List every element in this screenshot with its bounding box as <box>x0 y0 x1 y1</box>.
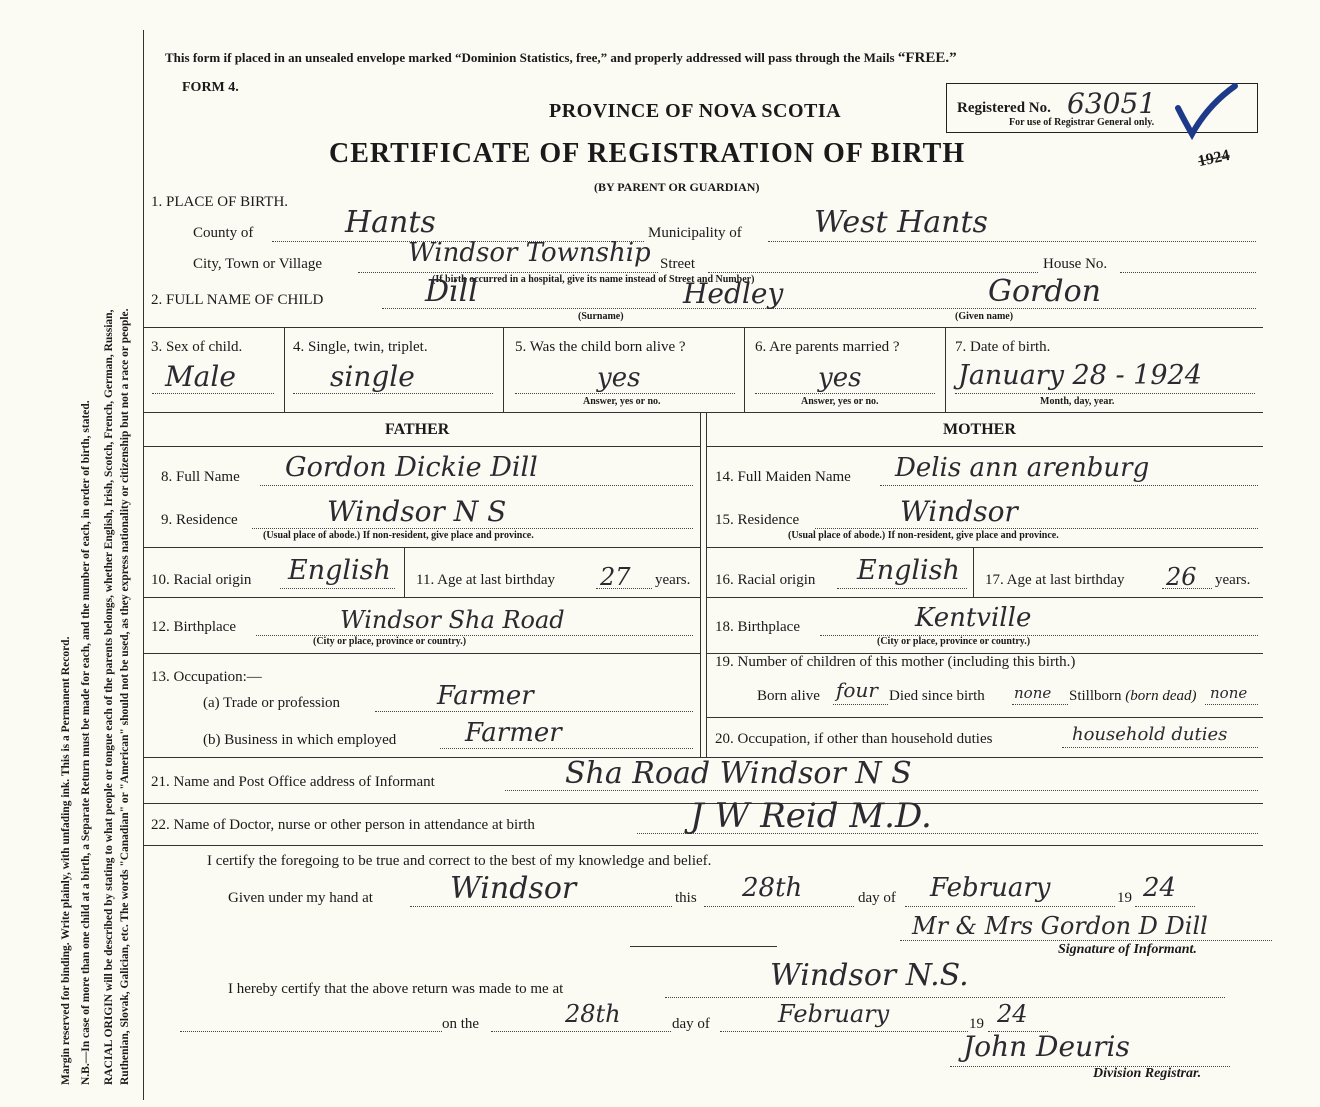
trade-value: Farmer <box>437 681 534 711</box>
mother-birthplace-value: Kentville <box>915 603 1032 633</box>
registrar-caption: Division Registrar. <box>1093 1066 1202 1081</box>
mother-residence-caption: (Usual place of abode.) If non-resident, give place and province. <box>788 530 1059 541</box>
born-alive-value: yes <box>597 363 641 393</box>
day-of-label: day of <box>858 890 896 906</box>
surname-caption: (Surname) <box>578 311 624 322</box>
father-birthplace-value: Windsor Sha Road <box>340 606 565 634</box>
business-label: (b) Business in which employed <box>203 732 397 748</box>
municipality-value: West Hants <box>814 205 988 240</box>
father-name-value: Gordon Dickie Dill <box>285 452 538 483</box>
multiple-label: 4. Single, twin, triplet. <box>293 339 428 355</box>
mother-birthplace-caption: (City or place, province or country.) <box>877 636 1031 647</box>
mother-occupation-label: 20. Occupation, if other than household duties <box>715 731 993 747</box>
mother-age-years: years. <box>1215 572 1251 588</box>
sex-value: Male <box>165 360 236 393</box>
registrar-signature: John Deuris <box>963 1030 1130 1063</box>
province-heading: PROVINCE OF NOVA SCOTIA <box>549 100 842 122</box>
municipality-label: Municipality of <box>648 225 742 241</box>
city-value: Windsor Township <box>408 238 651 268</box>
reg-year-value: 24 <box>997 1000 1028 1028</box>
registrar-statement: I hereby certify that the above return was made to me at <box>228 981 564 997</box>
mother-name-label: 14. Full Maiden Name <box>715 469 851 485</box>
dob-label: 7. Date of birth. <box>955 339 1051 355</box>
mother-heading: MOTHER <box>943 421 1016 438</box>
on-the-label: on the <box>442 1016 480 1032</box>
margin-note-racial-origin: RACIAL ORIGIN will be described by stating to what people or tongue each of the parents belongs, whether English, Irish, Scotch, French, German, Russian, <box>103 309 115 1085</box>
occupation-heading: 13. Occupation:— <box>151 669 262 685</box>
mother-age-label: 17. Age at last birthday <box>985 572 1125 588</box>
year-value: 24 <box>1143 873 1177 903</box>
parents-married-label: 6. Are parents married ? <box>755 339 900 355</box>
stillborn-value: none <box>1210 684 1248 702</box>
doctor-label: 22. Name of Doctor, nurse or other person in attendance at birth <box>151 817 535 833</box>
father-age-label: 11. Age at last birthday <box>416 572 555 588</box>
reg-day-of-label: day of <box>672 1016 710 1032</box>
stillborn-label: Stillborn (born dead) <box>1069 688 1197 704</box>
father-residence-label: 9. Residence <box>161 512 238 528</box>
month-value: February <box>930 873 1051 903</box>
city-label: City, Town or Village <box>193 256 323 272</box>
child-name-label: 2. FULL NAME OF CHILD <box>151 292 324 308</box>
father-birthplace-caption: (City or place, province or country.) <box>313 636 467 647</box>
mother-race-label: 16. Racial origin <box>715 572 816 588</box>
signature-caption: Signature of Informant. <box>1058 942 1197 957</box>
margin-note-binding: Margin reserved for binding. Write plainly, with unfading ink. This is a Permanent Record. <box>60 636 72 1085</box>
place-of-birth-heading: 1. PLACE OF BIRTH. <box>151 194 289 210</box>
day-value: 28th <box>742 873 803 903</box>
father-residence-value: Windsor N S <box>327 495 507 528</box>
year-prefix: 19 <box>1117 890 1132 906</box>
mother-age-value: 26 <box>1166 563 1197 591</box>
mother-birthplace-label: 18. Birthplace <box>715 619 800 635</box>
county-label: County of <box>193 225 254 241</box>
separator-line <box>630 946 777 947</box>
dob-value: January 28 - 1924 <box>958 360 1202 391</box>
child-middle-name: Hedley <box>683 277 784 310</box>
checkmark-icon <box>1170 80 1240 140</box>
given-place-value: Windsor <box>450 871 577 906</box>
reg-year-prefix: 19 <box>969 1016 984 1032</box>
child-surname: Dill <box>425 274 478 309</box>
street-label: Street <box>660 256 695 272</box>
sex-label: 3. Sex of child. <box>151 339 243 355</box>
born-alive-count-label: Born alive <box>757 688 820 704</box>
registered-number: 63051 <box>1067 87 1157 120</box>
doctor-value: J W Reid M.D. <box>690 796 932 836</box>
mother-race-value: English <box>857 555 960 586</box>
mail-free-label: “FREE.” <box>897 50 957 66</box>
informant-label: 21. Name and Post Office address of Informant <box>151 774 435 790</box>
died-label: Died since birth <box>889 688 985 704</box>
father-birthplace-label: 12. Birthplace <box>151 619 236 635</box>
multiple-value: single <box>330 360 415 393</box>
father-heading: FATHER <box>385 421 450 438</box>
mother-residence-value: Windsor <box>900 495 1018 528</box>
registrar-place-value: Windsor N.S. <box>770 958 969 993</box>
stillborn-note: (born dead) <box>1125 688 1197 704</box>
given-under-label: Given under my hand at <box>228 890 373 906</box>
reg-day-value: 28th <box>565 1000 621 1028</box>
mother-name-value: Delis ann arenburg <box>895 453 1150 483</box>
certificate-subtitle: (BY PARENT OR GUARDIAN) <box>594 180 760 194</box>
this-label: this <box>675 890 697 906</box>
father-residence-caption: (Usual place of abode.) If non-resident, give place and province. <box>263 530 534 541</box>
form-left-border <box>143 30 144 1100</box>
father-race-value: English <box>288 555 391 586</box>
certify-statement: I certify the foregoing to be true and correct to the best of my knowledge and belief. <box>207 853 712 869</box>
father-name-label: 8. Full Name <box>161 469 240 485</box>
informant-signature: Mr & Mrs Gordon D Dill <box>912 912 1208 940</box>
born-alive-count-value: four <box>836 678 878 702</box>
form-number: FORM 4. <box>182 80 239 95</box>
trade-label: (a) Trade or profession <box>203 695 341 711</box>
row-top-rule <box>143 327 1263 328</box>
died-value: none <box>1014 684 1052 702</box>
child-given-name: Gordon <box>988 274 1101 309</box>
given-name-caption: (Given name) <box>955 311 1014 322</box>
business-value: Farmer <box>465 718 562 748</box>
mother-residence-label: 15. Residence <box>715 512 800 528</box>
column-divider <box>700 412 701 757</box>
registered-label: Registered No. <box>957 100 1051 116</box>
dob-caption: Month, day, year. <box>1040 396 1115 407</box>
certificate-title: CERTIFICATE OF REGISTRATION OF BIRTH <box>329 138 966 169</box>
informant-value: Sha Road Windsor N S <box>565 756 912 791</box>
margin-note-racial-origin-2: Ruthenian, Slovak, Galician, etc. The words "Canadian" or "American" should not be used, as they express nationality or citizenship but not a race or people. <box>119 308 131 1085</box>
registrar-note: For use of Registrar General only. <box>1009 117 1155 128</box>
county-value: Hants <box>345 205 436 240</box>
reg-month-value: February <box>778 1000 890 1028</box>
margin-note-multiple-births: N.B.—In case of more than one child at a birth, a Separate Return must be made for each, and the number of each, in order of birth, stated. <box>80 400 92 1085</box>
street-note: (If birth occurred in a hospital, give its name instead of Street and Number) <box>432 274 755 285</box>
parents-married-caption: Answer, yes or no. <box>801 396 879 407</box>
row-bottom-rule <box>143 412 1263 413</box>
father-age-years: years. <box>655 572 691 588</box>
house-number-label: House No. <box>1043 256 1108 272</box>
born-alive-label: 5. Was the child born alive ? <box>515 339 686 355</box>
father-age-value: 27 <box>600 563 631 591</box>
parents-married-value: yes <box>818 363 862 393</box>
mail-notice: This form if placed in an unsealed envelope marked “Dominion Statistics, free,” and properly addressed will pass through the Mails “FREE.” <box>165 50 957 66</box>
father-race-label: 10. Racial origin <box>151 572 252 588</box>
corner-stamp: 1924 <box>1196 146 1232 171</box>
born-alive-caption: Answer, yes or no. <box>583 396 661 407</box>
mother-occupation-value: household duties <box>1072 724 1228 745</box>
children-count-label: 19. Number of children of this mother (including this birth.) <box>715 654 1076 670</box>
